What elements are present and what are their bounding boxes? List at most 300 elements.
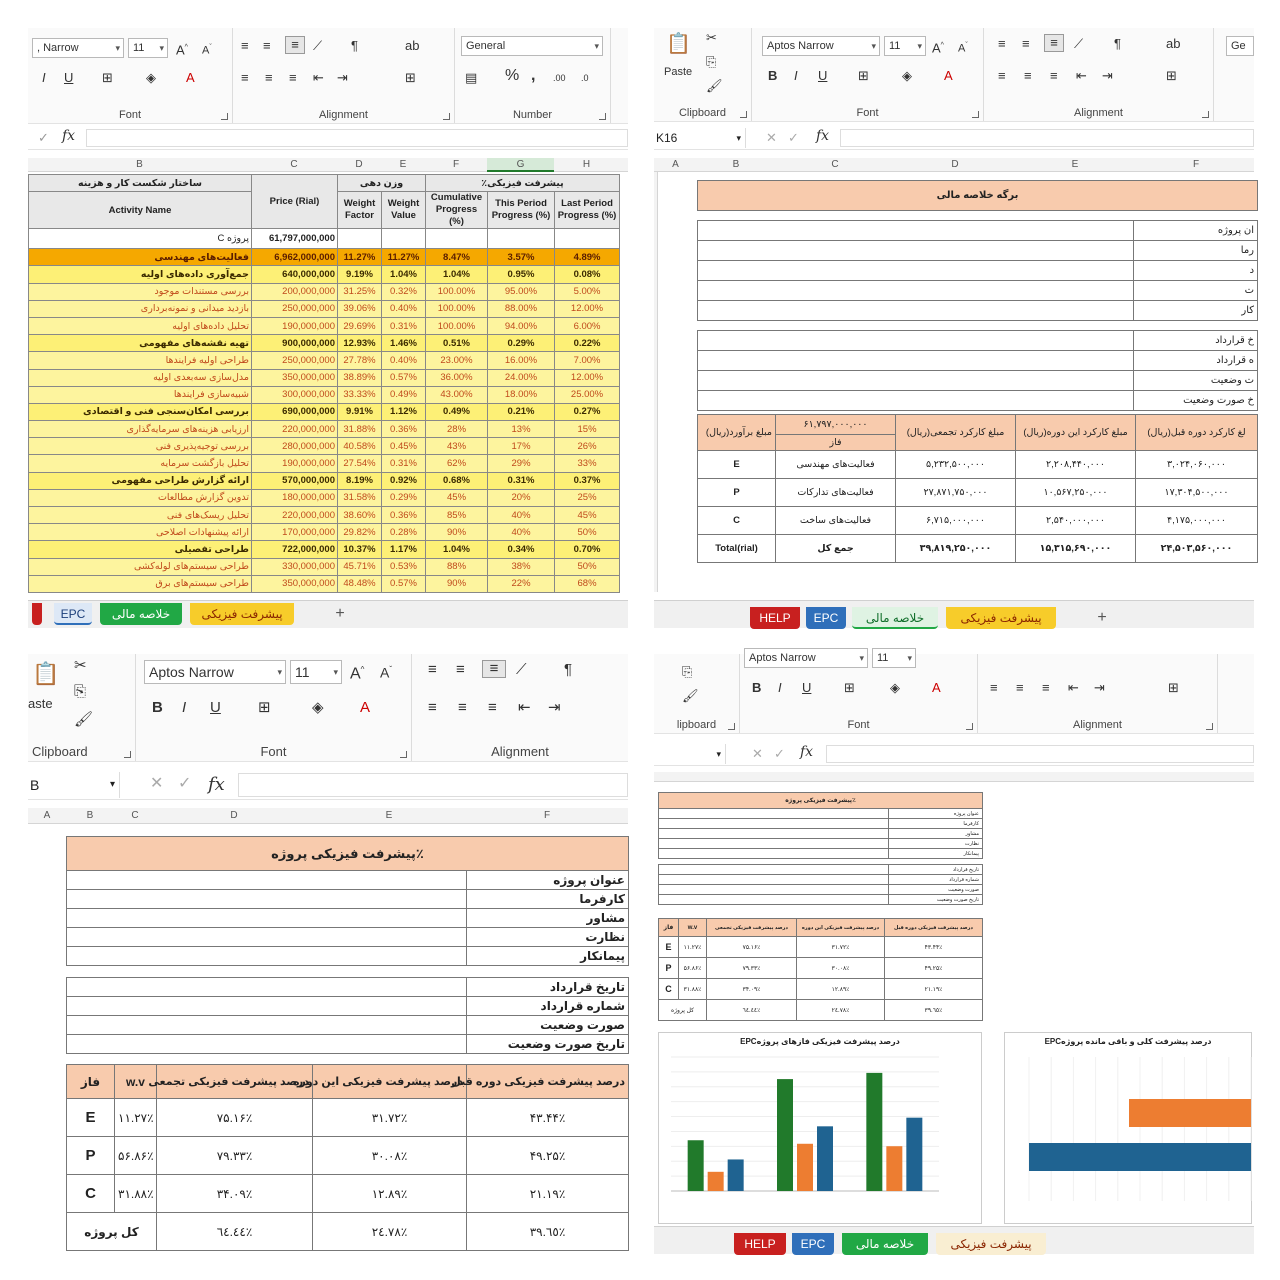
cumulative-progress-cell[interactable]: ۷۹.۳۳٪ [707, 958, 797, 979]
align-left-icon[interactable]: ≡ [428, 699, 437, 716]
last-period-amount-cell[interactable]: ۴,۱۷۵,۰۰۰,۰۰۰ [1136, 507, 1258, 535]
fill-color-icon[interactable]: ◈ [902, 68, 912, 83]
activity-name-cell[interactable]: بازدید میدانی و نمونه‌برداری [29, 300, 252, 317]
cumulative-progress-cell[interactable]: ۷۵.۱۶٪ [157, 1099, 313, 1137]
activity-name-cell[interactable]: ارائه گزارش طراحی مفهومی [29, 472, 252, 489]
price-cell[interactable]: 330,000,000 [252, 558, 338, 575]
font-color-icon[interactable]: A [944, 68, 953, 83]
font-size-box[interactable]: 11 ▾ [128, 38, 168, 58]
info-value-cell[interactable] [659, 809, 889, 819]
weight-value-cell[interactable]: 11.27% [382, 249, 426, 266]
fx-label[interactable]: fx [800, 744, 814, 760]
last-period-progress-cell[interactable]: 7.00% [555, 352, 620, 369]
hbar-b[interactable] [1029, 1143, 1251, 1171]
activity-name-cell[interactable]: ارائه پیشنهادات اصلاحی [29, 524, 252, 541]
price-cell[interactable]: 300,000,000 [252, 386, 338, 403]
column-letter[interactable]: D [951, 159, 959, 170]
price-cell[interactable]: 280,000,000 [252, 438, 338, 455]
column-letter[interactable]: B [732, 159, 740, 170]
last-period-progress-cell[interactable]: 0.08% [555, 266, 620, 283]
hbar-a[interactable] [1129, 1099, 1251, 1127]
sheet-tab-epc[interactable]: EPC [54, 603, 92, 625]
info-value-cell[interactable] [698, 351, 1134, 371]
weight-factor-cell[interactable]: 12.93% [338, 335, 382, 352]
cumulative-progress-cell[interactable]: 45% [426, 489, 488, 506]
phase-progress-chart[interactable] [658, 1032, 982, 1224]
info-value-cell[interactable] [698, 391, 1134, 411]
activity-name-cell[interactable]: بررسی امکان‌سنجی فنی و اقتصادی [29, 403, 252, 420]
weight-value-cell[interactable]: 0.57% [382, 369, 426, 386]
fx-label[interactable]: fx [62, 128, 76, 144]
last-period-progress-cell[interactable]: 12.00% [555, 300, 620, 317]
last-period-progress-cell[interactable]: 68% [555, 575, 620, 592]
last-period-progress-cell[interactable]: ۴۳.۴۴٪ [467, 1099, 629, 1137]
indent-increase-icon[interactable]: ⇥ [548, 699, 561, 716]
font-name-box[interactable]: Aptos Narrow ▾ [744, 648, 868, 668]
dialog-launcher-icon[interactable] [221, 113, 228, 120]
indent-decrease-icon[interactable]: ⇤ [313, 70, 324, 85]
font-name-box[interactable]: Aptos Narrow ▾ [762, 36, 880, 56]
activity-name-cell[interactable]: تدوین گزارش مطالعات [29, 489, 252, 506]
weight-value-cell[interactable]: 0.28% [382, 524, 426, 541]
cumulative-progress-cell[interactable]: 62% [426, 455, 488, 472]
info-value-cell[interactable] [67, 978, 467, 997]
formula-input[interactable] [840, 129, 1254, 147]
this-period-progress-cell[interactable]: 17% [488, 438, 555, 455]
info-value-cell[interactable] [659, 885, 889, 895]
rtl-icon[interactable]: ¶ [564, 661, 573, 678]
column-letter[interactable]: G [487, 158, 554, 172]
weight-factor-cell[interactable]: 29.82% [338, 524, 382, 541]
dialog-launcher-icon[interactable] [740, 111, 747, 118]
sheet-tab-financial-summary[interactable]: خلاصه مالی [852, 607, 938, 629]
cut-icon[interactable]: ✂ [74, 657, 87, 674]
total-cumulative-cell[interactable]: ٦٤.٤٤٪ [157, 1213, 313, 1251]
indent-decrease-icon[interactable]: ⇤ [518, 699, 531, 716]
this-period-progress-cell[interactable]: 24.00% [488, 369, 555, 386]
font-size-box[interactable]: 11 ▾ [290, 660, 342, 684]
cumulative-progress-cell[interactable]: 85% [426, 507, 488, 524]
weight-factor-cell[interactable]: 48.48% [338, 575, 382, 592]
weight-value-cell[interactable]: 0.49% [382, 386, 426, 403]
price-cell[interactable]: 220,000,000 [252, 421, 338, 438]
column-letter[interactable]: D [355, 159, 363, 170]
weight-value-cell[interactable]: 0.29% [382, 489, 426, 506]
this-period-amount-cell[interactable]: ۲,۲۰۸,۴۴۰,۰۰۰ [1016, 451, 1136, 479]
cumulative-progress-cell[interactable]: 36.00% [426, 369, 488, 386]
price-cell[interactable]: 190,000,000 [252, 455, 338, 472]
decrease-font-icon[interactable]: $A^ˇ$ [958, 42, 968, 55]
total-last-period-cell[interactable]: ٣٩.٦٥٪ [467, 1213, 629, 1251]
last-period-progress-cell[interactable]: ۴۹.۲۵٪ [885, 958, 983, 979]
weight-value-cell[interactable]: 0.36% [382, 507, 426, 524]
bar-series-1-C[interactable] [886, 1146, 902, 1191]
activity-name-cell[interactable]: جمع‌آوری داده‌های اولیه [29, 266, 252, 283]
cumulative-amount-cell[interactable]: ۶,۷۱۵,۰۰۰,۰۰۰ [896, 507, 1016, 535]
column-letter[interactable]: F [543, 810, 551, 821]
font-name-box[interactable]: Aptos Narrow ▾ [144, 660, 286, 684]
underline-icon[interactable]: U [210, 699, 221, 716]
italic-icon[interactable]: I [182, 699, 187, 716]
cancel-icon[interactable]: ✕ [766, 130, 777, 145]
bar-series-1-P[interactable] [797, 1144, 813, 1191]
bold-icon[interactable]: B [152, 699, 163, 716]
last-period-progress-cell[interactable]: 50% [555, 558, 620, 575]
this-period-progress-cell[interactable]: 88.00% [488, 300, 555, 317]
project-name-cell[interactable]: پروژه C [29, 229, 252, 249]
last-period-progress-cell[interactable]: 0.27% [555, 403, 620, 420]
confirm-icon[interactable]: ✓ [788, 130, 799, 145]
info-value-cell[interactable] [659, 865, 889, 875]
copy-icon[interactable]: ⎘ [706, 54, 717, 69]
this-period-progress-cell[interactable]: ۳۱.۷۲٪ [313, 1099, 467, 1137]
total-this-period-cell[interactable]: ٢٤.٧٨٪ [313, 1213, 467, 1251]
formula-input[interactable] [238, 773, 628, 797]
border-icon[interactable]: ⊞ [844, 680, 855, 695]
align-middle-icon[interactable]: ≡ [263, 38, 271, 53]
weight-value-cell[interactable]: 0.31% [382, 317, 426, 334]
fx-label[interactable]: fx [208, 774, 225, 795]
column-letter[interactable]: D [230, 810, 238, 821]
cut-icon[interactable]: ✂ [706, 30, 717, 45]
this-period-progress-cell[interactable]: 16.00% [488, 352, 555, 369]
indent-increase-icon[interactable]: ⇥ [1102, 68, 1113, 83]
price-cell[interactable]: 350,000,000 [252, 575, 338, 592]
this-period-progress-cell[interactable]: 29% [488, 455, 555, 472]
last-period-progress-cell[interactable]: 0.70% [555, 541, 620, 558]
activity-name-cell[interactable]: فعالیت‌های مهندسی [29, 249, 252, 266]
column-letter[interactable]: H [582, 159, 591, 170]
price-cell[interactable]: 900,000,000 [252, 335, 338, 352]
info-value-cell[interactable] [67, 928, 467, 947]
confirm-icon[interactable]: ✓ [774, 746, 785, 761]
confirm-icon[interactable]: ✓ [38, 130, 49, 145]
info-value-cell[interactable] [67, 871, 467, 890]
cumulative-progress-cell[interactable]: 8.47% [426, 249, 488, 266]
last-period-progress-cell[interactable]: 0.22% [555, 335, 620, 352]
this-period-progress-cell[interactable]: 3.57% [488, 249, 555, 266]
this-period-progress-cell[interactable]: ۳۱.۷۲٪ [797, 937, 885, 958]
weight-factor-cell[interactable]: 9.19% [338, 266, 382, 283]
number-format-box[interactable]: General ▾ [461, 36, 603, 56]
estimate-value[interactable]: ۶۱,۷۹۷,۰۰۰,۰۰۰ [776, 415, 896, 435]
last-period-progress-cell[interactable]: ۴۹.۲۵٪ [467, 1137, 629, 1175]
name-box[interactable]: B ▾ [28, 772, 120, 798]
cumulative-progress-cell[interactable]: 0.68% [426, 472, 488, 489]
bold-icon[interactable]: B [752, 680, 762, 695]
price-cell[interactable]: 6,962,000,000 [252, 249, 338, 266]
sheet-tab-help[interactable]: HELP [734, 1233, 786, 1255]
last-period-progress-cell[interactable]: 15% [555, 421, 620, 438]
total-this-period-cell[interactable]: ٢٤.٧٨٪ [797, 1000, 885, 1021]
border-icon[interactable]: ⊞ [102, 70, 113, 85]
column-letter[interactable]: A [672, 159, 679, 170]
activity-name-cell[interactable]: تحلیل بازگشت سرمایه [29, 455, 252, 472]
font-color-icon[interactable]: A [932, 680, 941, 695]
total-cumulative-cell[interactable]: ٦٤.٤٤٪ [707, 1000, 797, 1021]
align-right-icon[interactable]: ≡ [1050, 68, 1058, 83]
bar-series-2-C[interactable] [906, 1118, 922, 1191]
info-value-cell[interactable] [659, 819, 889, 829]
name-box[interactable]: ▾ [654, 744, 726, 764]
weight-value-cell[interactable]: 1.12% [382, 403, 426, 420]
align-right-icon[interactable]: ≡ [488, 699, 497, 716]
bar-series-2-E[interactable] [728, 1159, 744, 1191]
column-letter[interactable]: E [385, 810, 393, 821]
activity-name-cell[interactable]: طراحی سیستم‌های لوله‌کشی [29, 558, 252, 575]
activity-name-cell[interactable]: طراحی اولیه فرایندها [29, 352, 252, 369]
cumulative-progress-cell[interactable]: 100.00% [426, 283, 488, 300]
activity-name-cell[interactable]: طراحی سیستم‌های برق [29, 575, 252, 592]
info-value-cell[interactable] [659, 849, 889, 859]
info-value-cell[interactable] [67, 909, 467, 928]
dialog-launcher-icon[interactable] [599, 113, 606, 120]
weight-value-cell[interactable]: ۳۱.۸۸٪ [115, 1175, 157, 1213]
last-period-amount-cell[interactable]: ۳,۰۲۴,۰۶۰,۰۰۰ [1136, 451, 1258, 479]
info-value-cell[interactable] [698, 331, 1134, 351]
fill-color-icon[interactable]: ◈ [146, 70, 156, 85]
this-period-amount-cell[interactable]: ۲,۵۴۰,۰۰۰,۰۰۰ [1016, 507, 1136, 535]
price-cell[interactable]: 180,000,000 [252, 489, 338, 506]
cumulative-progress-cell[interactable]: ۷۹.۳۳٪ [157, 1137, 313, 1175]
cumulative-progress-cell[interactable]: ۷۵.۱۶٪ [707, 937, 797, 958]
weight-value-cell[interactable]: 0.92% [382, 472, 426, 489]
project-price-cell[interactable]: 61,797,000,000 [252, 229, 338, 249]
decrease-font-icon[interactable]: $A^ˇ$ [380, 664, 393, 681]
cumulative-progress-cell[interactable]: ۳۴.۰۹٪ [707, 979, 797, 1000]
underline-icon[interactable]: U [802, 680, 812, 695]
info-value-cell[interactable] [659, 839, 889, 849]
dialog-launcher-icon[interactable] [443, 113, 450, 120]
align-right-icon[interactable]: ≡ [1042, 680, 1050, 695]
info-value-cell[interactable] [67, 890, 467, 909]
comma-style-icon[interactable]: , [531, 67, 536, 84]
cumulative-progress-cell[interactable]: 0.49% [426, 403, 488, 420]
price-cell[interactable]: 200,000,000 [252, 283, 338, 300]
weight-value-cell[interactable]: 0.40% [382, 300, 426, 317]
align-top-icon[interactable]: ≡ [241, 38, 249, 53]
info-value-cell[interactable] [698, 261, 1134, 281]
info-value-cell[interactable] [659, 829, 889, 839]
add-sheet-button[interactable]: + [335, 605, 345, 622]
this-period-progress-cell[interactable]: 0.29% [488, 335, 555, 352]
format-painter-icon[interactable]: 🖌 [74, 711, 94, 728]
align-top-icon[interactable]: ≡ [428, 661, 437, 678]
decrease-decimal-icon[interactable]: .0 [581, 73, 589, 83]
this-period-progress-cell[interactable]: 38% [488, 558, 555, 575]
this-period-progress-cell[interactable]: 0.95% [488, 266, 555, 283]
info-value-cell[interactable] [698, 221, 1134, 241]
align-right-icon[interactable]: ≡ [289, 70, 297, 85]
sheet-tab-epc[interactable]: EPC [792, 1233, 834, 1255]
cancel-icon[interactable]: ✕ [752, 746, 763, 761]
total-this-period-cell[interactable]: ۱۵,۳۱۵,۶۹۰,۰۰۰ [1016, 535, 1136, 563]
column-letter[interactable]: F [452, 159, 460, 170]
sheet-tab-epc[interactable]: EPC [806, 607, 846, 629]
activity-name-cell[interactable]: طراحی تفصیلی [29, 541, 252, 558]
activity-name-cell[interactable]: تهیه نقشه‌های مفهومی [29, 335, 252, 352]
weight-value-cell[interactable]: 1.46% [382, 335, 426, 352]
info-value-cell[interactable] [659, 895, 889, 905]
dialog-launcher-icon[interactable] [1206, 723, 1213, 730]
price-cell[interactable]: 220,000,000 [252, 507, 338, 524]
activity-name-cell[interactable]: تحلیل ریسک‌های فنی [29, 507, 252, 524]
fill-color-icon[interactable]: ◈ [890, 680, 900, 695]
dialog-launcher-icon[interactable] [400, 751, 407, 758]
align-middle-icon[interactable]: ≡ [456, 661, 465, 678]
this-period-progress-cell[interactable]: 20% [488, 489, 555, 506]
last-period-progress-cell[interactable]: ۲۱.۱۹٪ [885, 979, 983, 1000]
price-cell[interactable]: 722,000,000 [252, 541, 338, 558]
total-last-period-cell[interactable]: ۲۴,۵۰۳,۵۶۰,۰۰۰ [1136, 535, 1258, 563]
sheet-tab-physical-progress[interactable]: پیشرفت فیزیکی [190, 603, 294, 625]
cumulative-progress-cell[interactable]: 28% [426, 421, 488, 438]
fill-color-icon[interactable]: ◈ [312, 699, 324, 716]
cumulative-progress-cell[interactable]: 23.00% [426, 352, 488, 369]
wrap-text-icon[interactable]: ab [405, 38, 420, 53]
weight-value-cell[interactable]: ۵۶.۸۶٪ [679, 958, 707, 979]
increase-font-icon[interactable]: A^ [932, 40, 944, 56]
info-value-cell[interactable] [67, 1035, 467, 1054]
this-period-progress-cell[interactable]: 13% [488, 421, 555, 438]
total-last-period-cell[interactable]: ٣٩.٦٥٪ [885, 1000, 983, 1021]
activity-name-cell[interactable]: تحلیل داده‌های اولیه [29, 317, 252, 334]
this-period-progress-cell[interactable]: 18.00% [488, 386, 555, 403]
column-letter[interactable]: C [131, 810, 139, 821]
dialog-launcher-icon[interactable] [1202, 111, 1209, 118]
this-period-progress-cell[interactable]: 40% [488, 507, 555, 524]
this-period-progress-cell[interactable]: 40% [488, 524, 555, 541]
align-left-icon[interactable]: ≡ [998, 68, 1006, 83]
column-letter[interactable]: F [1192, 159, 1200, 170]
price-cell[interactable]: 250,000,000 [252, 352, 338, 369]
this-period-progress-cell[interactable]: 95.00% [488, 283, 555, 300]
sheet-tab-physical-progress[interactable]: پیشرفت فیزیکی [936, 1233, 1046, 1255]
total-cumulative-cell[interactable]: ۳۹,۸۱۹,۲۵۰,۰۰۰ [896, 535, 1016, 563]
last-period-progress-cell[interactable]: 12.00% [555, 369, 620, 386]
cancel-icon[interactable]: ✕ [150, 775, 164, 792]
weight-factor-cell[interactable]: 27.78% [338, 352, 382, 369]
fx-label[interactable]: fx [816, 128, 830, 144]
cumulative-progress-cell[interactable]: 1.04% [426, 541, 488, 558]
indent-increase-icon[interactable]: ⇥ [1094, 680, 1105, 695]
sheet-tab-help[interactable]: HELP [750, 607, 800, 629]
weight-factor-cell[interactable]: 31.25% [338, 283, 382, 300]
underline-icon[interactable]: U [64, 70, 74, 85]
weight-value-cell[interactable]: ۱۱.۲۷٪ [679, 937, 707, 958]
info-value-cell[interactable] [698, 241, 1134, 261]
weight-factor-cell[interactable]: 39.06% [338, 300, 382, 317]
weight-factor-cell[interactable]: 8.19% [338, 472, 382, 489]
last-period-progress-cell[interactable]: 45% [555, 507, 620, 524]
last-period-progress-cell[interactable]: 25.00% [555, 386, 620, 403]
paste-label[interactable]: aste [28, 696, 53, 711]
orientation-icon[interactable]: ⟋ [1074, 36, 1084, 51]
this-period-progress-cell[interactable]: 22% [488, 575, 555, 592]
dialog-launcher-icon[interactable] [972, 111, 979, 118]
last-period-progress-cell[interactable]: 25% [555, 489, 620, 506]
rtl-icon[interactable]: ¶ [351, 38, 358, 53]
italic-icon[interactable]: I [42, 70, 46, 85]
sheet-tab-financial-summary[interactable]: خلاصه مالی [100, 603, 182, 625]
weight-value-cell[interactable]: 0.31% [382, 455, 426, 472]
increase-font-icon[interactable]: A^ [350, 665, 365, 683]
info-value-cell[interactable] [67, 997, 467, 1016]
rtl-icon[interactable]: ¶ [1114, 36, 1121, 51]
info-value-cell[interactable] [698, 301, 1134, 321]
cumulative-progress-cell[interactable]: 43.00% [426, 386, 488, 403]
italic-icon[interactable]: I [778, 680, 782, 695]
weight-factor-cell[interactable]: 10.37% [338, 541, 382, 558]
last-period-progress-cell[interactable]: 4.89% [555, 249, 620, 266]
last-period-progress-cell[interactable]: 5.00% [555, 283, 620, 300]
indent-decrease-icon[interactable]: ⇤ [1068, 680, 1079, 695]
align-center-icon[interactable]: ≡ [1016, 680, 1024, 695]
weight-value-cell[interactable]: 0.36% [382, 421, 426, 438]
last-period-progress-cell[interactable]: ۴۳.۴۴٪ [885, 937, 983, 958]
cumulative-progress-cell[interactable]: 90% [426, 524, 488, 541]
name-box[interactable]: K16 ▾ [654, 128, 746, 148]
copy-icon[interactable]: ⎘ [682, 664, 693, 679]
weight-value-cell[interactable]: 0.53% [382, 558, 426, 575]
align-top-icon[interactable]: ≡ [998, 36, 1006, 51]
weight-factor-cell[interactable]: 9.91% [338, 403, 382, 420]
sheet-tab-physical-progress[interactable]: پیشرفت فیزیکی [946, 607, 1056, 629]
decrease-font-icon[interactable]: $A^ˇ$ [202, 44, 212, 57]
accounting-format-icon[interactable]: ▤ [465, 70, 478, 85]
last-period-progress-cell[interactable]: 26% [555, 438, 620, 455]
sheet-tab-financial-summary[interactable]: خلاصه مالی [842, 1233, 928, 1255]
add-sheet-button[interactable]: + [1097, 609, 1107, 626]
weight-factor-cell[interactable]: 38.89% [338, 369, 382, 386]
this-period-progress-cell[interactable]: ۳۰.۰۸٪ [797, 958, 885, 979]
column-letter[interactable]: B [86, 810, 94, 821]
weight-value-cell[interactable]: 0.45% [382, 438, 426, 455]
cumulative-progress-cell[interactable]: 100.00% [426, 317, 488, 334]
font-name-box[interactable]: , Narrow ▾ [32, 38, 124, 58]
weight-value-cell[interactable]: 1.17% [382, 541, 426, 558]
increase-decimal-icon[interactable]: .00 [553, 73, 566, 83]
this-period-progress-cell[interactable]: 0.31% [488, 472, 555, 489]
merge-center-icon[interactable]: ⊞ [405, 70, 416, 85]
weight-value-cell[interactable]: ۳۱.۸۸٪ [679, 979, 707, 1000]
indent-decrease-icon[interactable]: ⇤ [1076, 68, 1087, 83]
orientation-icon[interactable]: ⟋ [313, 38, 323, 53]
percent-icon[interactable]: % [505, 67, 520, 84]
paste-label[interactable]: Paste [664, 66, 693, 78]
this-period-progress-cell[interactable]: 0.21% [488, 403, 555, 420]
this-period-progress-cell[interactable]: ۳۰.۰۸٪ [313, 1137, 467, 1175]
this-period-amount-cell[interactable]: ۱۰,۵۶۷,۲۵۰,۰۰۰ [1016, 479, 1136, 507]
weight-value-cell[interactable]: 0.32% [382, 283, 426, 300]
this-period-progress-cell[interactable]: 0.34% [488, 541, 555, 558]
info-value-cell[interactable] [67, 1016, 467, 1035]
formula-input[interactable] [826, 745, 1254, 763]
weight-value-cell[interactable]: 1.04% [382, 266, 426, 283]
paste-icon[interactable]: 📋 [32, 661, 60, 686]
cumulative-amount-cell[interactable]: ۵,۲۳۲,۵۰۰,۰۰۰ [896, 451, 1016, 479]
column-letter[interactable]: A [43, 810, 51, 821]
weight-factor-cell[interactable]: 33.33% [338, 386, 382, 403]
cumulative-progress-cell[interactable]: 90% [426, 575, 488, 592]
italic-icon[interactable]: I [794, 68, 798, 83]
column-letter[interactable]: E [399, 159, 407, 170]
wrap-text-icon[interactable]: ab [1166, 36, 1181, 51]
cumulative-progress-cell[interactable]: 100.00% [426, 300, 488, 317]
align-center-icon[interactable]: ≡ [458, 699, 467, 716]
align-left-icon[interactable]: ≡ [241, 70, 249, 85]
activity-name-cell[interactable]: شبیه‌سازی فرایندها [29, 386, 252, 403]
